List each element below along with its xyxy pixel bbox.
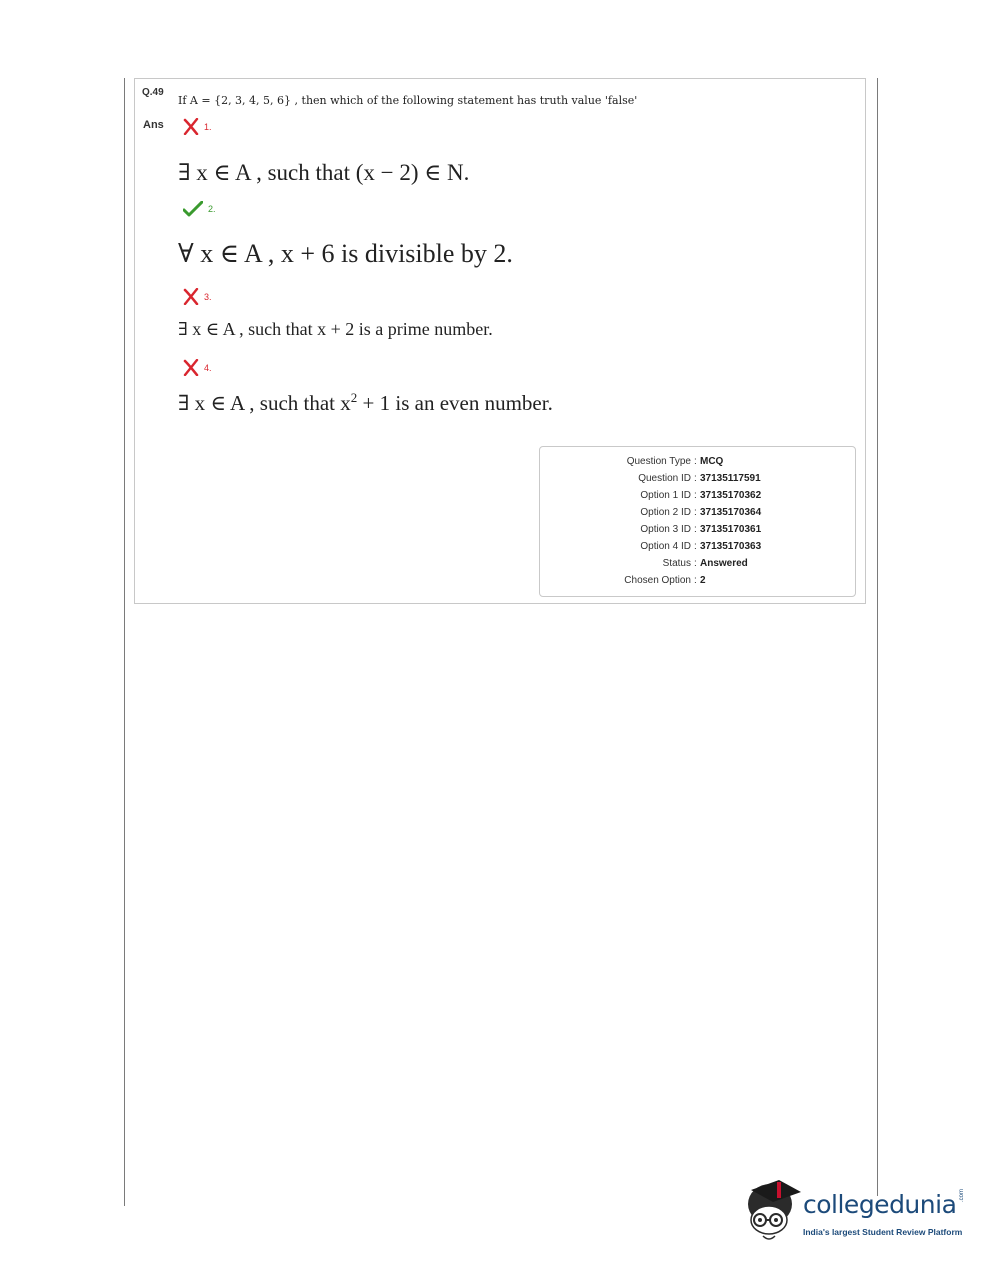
meta-separator: : bbox=[694, 541, 697, 552]
meta-label: Status bbox=[662, 558, 691, 569]
cross-icon bbox=[183, 359, 199, 376]
meta-value: 2 bbox=[700, 575, 706, 586]
page-left-rule bbox=[124, 78, 125, 1206]
cross-icon bbox=[183, 118, 199, 135]
answer-label: Ans bbox=[143, 119, 164, 131]
option-1-marker bbox=[183, 118, 212, 135]
option-2-text: ∀ x ∈ A , x + 6 is divisible by 2. bbox=[178, 239, 513, 268]
question-metadata-box bbox=[539, 446, 856, 597]
meta-separator: : bbox=[694, 456, 697, 467]
meta-value: Answered bbox=[700, 558, 748, 569]
meta-label: Option 3 ID bbox=[640, 524, 691, 535]
meta-value: 37135117591 bbox=[700, 473, 761, 484]
option-3-text: ∃ x ∈ A , such that x + 2 is a prime number. bbox=[178, 319, 493, 339]
collegedunia-logo bbox=[743, 1176, 973, 1246]
meta-label: Option 4 ID bbox=[640, 541, 691, 552]
option-1-number: 1. bbox=[204, 121, 212, 132]
meta-value: 37135170361 bbox=[700, 524, 762, 535]
brand-name: collegedunia bbox=[803, 1190, 957, 1219]
meta-separator: : bbox=[694, 524, 697, 535]
option-4-text bbox=[178, 390, 553, 416]
question-text: If A = {2, 3, 4, 5, 6} , then which of the following statement has truth value 'false' bbox=[178, 94, 638, 107]
meta-separator: : bbox=[694, 558, 697, 569]
option-1-text: ∃ x ∈ A , such that (x − 2) ∈ N. bbox=[178, 160, 470, 185]
meta-value: 37135170362 bbox=[700, 490, 762, 501]
meta-separator: : bbox=[694, 507, 697, 518]
option-2-marker bbox=[183, 201, 216, 217]
meta-label: Question Type bbox=[626, 456, 691, 467]
option-3-marker bbox=[183, 288, 212, 305]
meta-separator: : bbox=[694, 575, 697, 586]
option-2-number: 2. bbox=[208, 204, 216, 214]
option-4-marker bbox=[183, 359, 212, 376]
meta-value: MCQ bbox=[700, 456, 724, 467]
meta-separator: : bbox=[694, 473, 697, 484]
page-right-rule bbox=[877, 78, 878, 1196]
meta-label: Question ID bbox=[638, 473, 691, 484]
meta-value: 37135170364 bbox=[700, 507, 762, 518]
cross-icon bbox=[183, 288, 199, 305]
question-number: Q.49 bbox=[142, 87, 164, 98]
option-4-text-before: ∃ x ∈ A , such that x bbox=[178, 391, 351, 415]
meta-label: Option 2 ID bbox=[640, 507, 691, 518]
mascot-icon bbox=[743, 1176, 803, 1246]
meta-value: 37135170363 bbox=[700, 541, 762, 552]
option-4-superscript: 2 bbox=[350, 390, 358, 405]
brand-tagline: India's largest Student Review Platform bbox=[803, 1227, 963, 1237]
meta-separator: : bbox=[694, 490, 697, 501]
check-icon bbox=[183, 201, 203, 217]
meta-label: Option 1 ID bbox=[640, 490, 691, 501]
meta-label: Chosen Option bbox=[624, 575, 691, 586]
brand-domain-suffix: .com bbox=[959, 1188, 965, 1202]
option-3-number: 3. bbox=[204, 291, 212, 302]
option-4-number: 4. bbox=[204, 362, 212, 373]
option-4-text-after: + 1 is an even number. bbox=[357, 391, 553, 415]
